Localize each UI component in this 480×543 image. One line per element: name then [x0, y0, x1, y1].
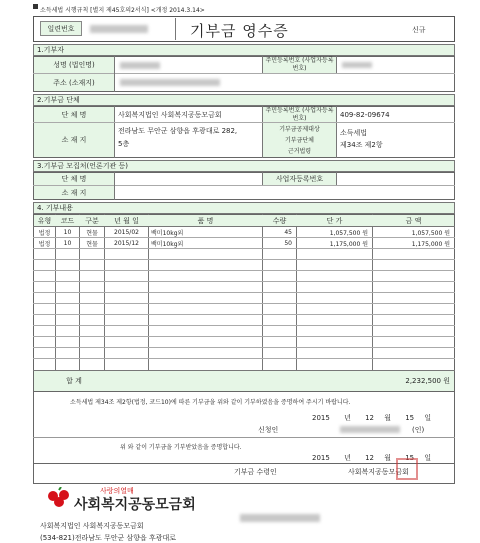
donor-name-label: 성명 (법인명) [34, 57, 114, 73]
form-marker-icon [33, 4, 38, 9]
collector-location-label: 소 재 지 [34, 186, 114, 199]
table-row-2-price: 1,175,000 원 [329, 240, 368, 248]
org-basis-value2: 제34조 제2항 [340, 141, 383, 149]
certify-statement: 위 와 같이 기부금을 기부받았음을 증명합니다. [120, 444, 242, 451]
section3-title: 3.기부금 모집처(언론기관 등) [33, 160, 455, 172]
donor-id-label: 주민등록번호 (사업자등록번호) [263, 57, 336, 73]
donor-name-redaction [120, 62, 160, 69]
org-name-label: 단 체 명 [34, 107, 114, 122]
table-row-1-type: 법정 [38, 229, 51, 237]
org-basis-label: 기부금공제대상 기부금단체 근거법령 [263, 123, 336, 157]
col-date-header: 년 월 일 [114, 216, 139, 225]
table-row-1-code: 10 [63, 228, 72, 236]
table-row-1-date: 2015/02 [114, 228, 139, 236]
col-price-header: 단 가 [326, 216, 343, 225]
table-row-1-kind: 현물 [86, 229, 98, 237]
org-id-label: 주민등록번호 (사업자등록번호) [263, 107, 336, 122]
donor-address-label: 주소 (소재지) [34, 74, 114, 91]
table-row-1-amount: 1,057,500 원 [411, 229, 450, 237]
table-row-2-amount: 1,175,000 원 [411, 240, 450, 248]
col-code-header: 코드 [60, 216, 75, 225]
org-location-label: 소 재 지 [34, 123, 114, 157]
donor-address-redaction [120, 79, 220, 86]
col-amount-header: 금 액 [405, 216, 422, 225]
org-name-value: 사회복지법인 사회복지공동모금회 [118, 110, 222, 119]
table-row-1-qty: 45 [284, 228, 292, 236]
certify-date: 2015 년 12 월 15 일 [312, 454, 432, 462]
official-seal-stamp [396, 458, 418, 480]
col-qty-header: 수량 [272, 216, 287, 225]
request-statement: 소득세법 제34조 제2항(법정, 코드10)에 따른 기부금을 위와 같이 기부하였음을 증명하여 주시기 바랍니다. [70, 399, 351, 406]
collector-name-label: 단 체 명 [34, 173, 114, 185]
col-kind-header: 구분 [85, 216, 99, 225]
total-label: 합 계 [66, 377, 82, 385]
table-row-2-qty: 50 [284, 239, 292, 247]
receiver-label: 기부금 수령인 [234, 468, 277, 476]
applicant-seal: (인) [412, 426, 425, 434]
table-row-2-item: 백미10kg외 [151, 240, 184, 248]
footer-address: (534-821)전라남도 무안군 삼향읍 후광대로 [40, 534, 177, 542]
logo-tagline: 사랑의열매 [100, 487, 134, 495]
document-title: 기부금 영수증 [190, 22, 289, 40]
new-flag: 신규 [412, 26, 426, 34]
applicant-redaction [340, 426, 400, 433]
total-amount: 2,232,500 원 [405, 377, 450, 385]
serial-label: 일련번호 [40, 21, 82, 36]
receiver-value: 사회복지공동모금회 [348, 468, 409, 476]
collector-bizno-label: 사업자등록번호 [263, 173, 336, 185]
footer-org: 사회복지법인 사회복지공동모금회 [40, 522, 144, 530]
table-row-2-kind: 현물 [86, 240, 98, 248]
table-row-2-code: 10 [63, 239, 72, 247]
applicant-label: 신청인 [258, 426, 279, 434]
org-location-line2: 5층 [118, 140, 130, 148]
donor-id-redaction [342, 62, 372, 68]
col-item-header: 품 명 [197, 216, 214, 225]
table-row-2-type: 법정 [38, 240, 51, 248]
serial-redaction [90, 25, 148, 33]
request-date: 2015 년 12 월 15 일 [312, 414, 432, 422]
form-reference: 소득세법 시행규칙 [별지 제45호의2서식] <개정 2014.3.14> [40, 7, 205, 14]
table-row-1-price: 1,057,500 원 [329, 229, 368, 237]
table-row-2-date: 2015/12 [114, 239, 139, 247]
footer-redaction [240, 514, 320, 522]
logo-name: 사회복지공동모금회 [74, 497, 196, 513]
section2-title: 2.기부금 단체 [33, 94, 455, 106]
table-row-1-item: 백미10kg외 [151, 229, 184, 237]
section4-title: 4. 기부내용 [33, 202, 455, 214]
org-location-line1: 전라남도 무안군 삼향읍 후광대로 282, [118, 127, 238, 135]
org-id-value: 409-82-09674 [340, 110, 390, 119]
org-basis-value1: 소득세법 [340, 129, 368, 137]
col-type-header: 유형 [37, 216, 52, 225]
section1-title: 1.기부자 [33, 44, 455, 56]
love-fruit-logo-icon [44, 487, 74, 513]
